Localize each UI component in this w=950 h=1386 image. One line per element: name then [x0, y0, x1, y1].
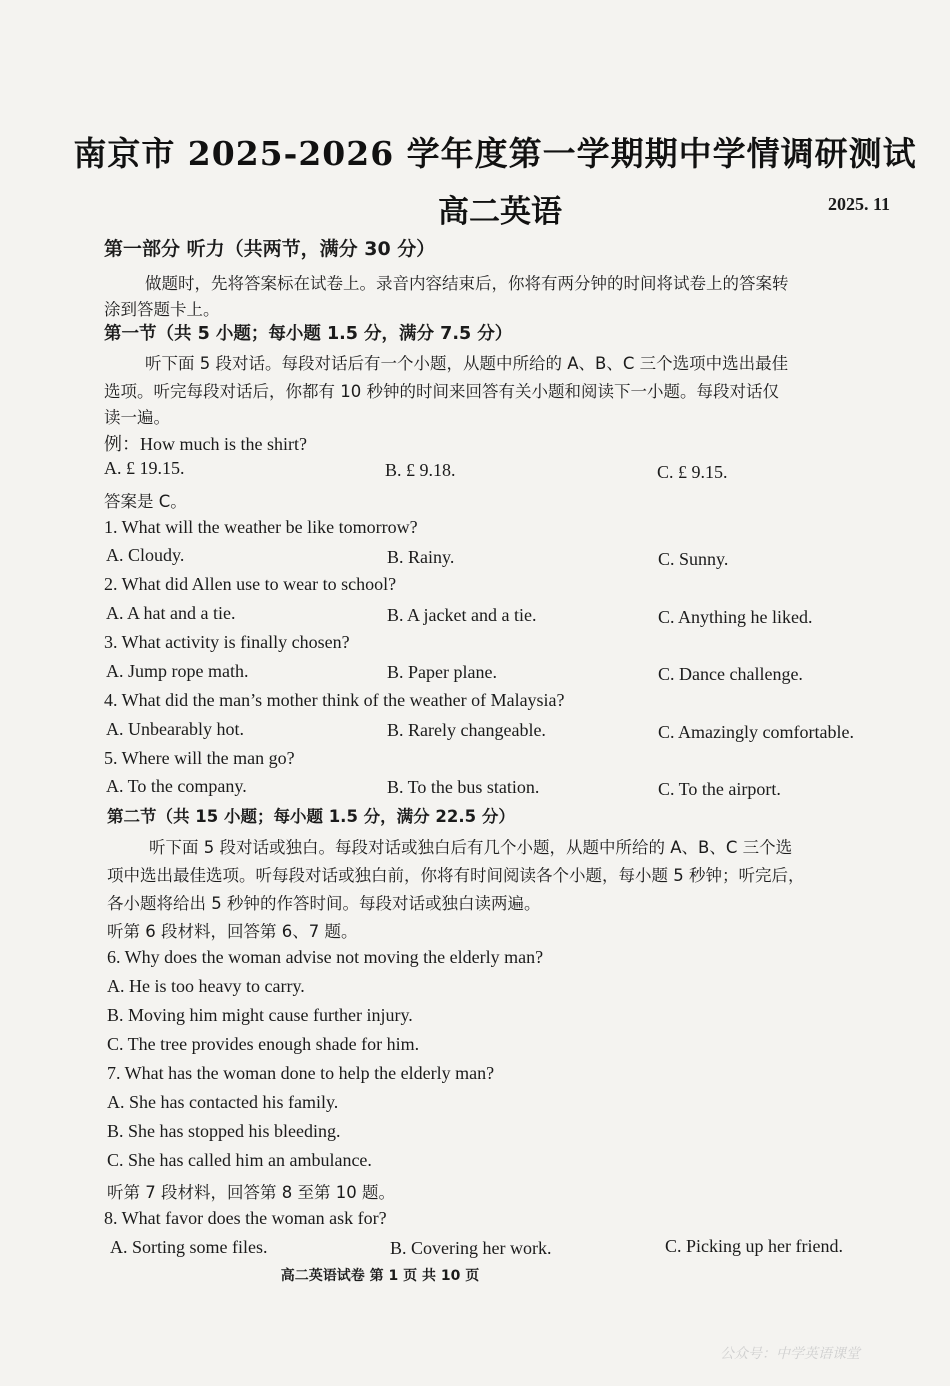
q4-option-a: A. Unbearably hot. — [106, 719, 244, 739]
q5-option-b: B. To the bus station. — [387, 777, 540, 797]
example-option-c: C. £ 9.15. — [657, 462, 728, 482]
q6-option-c: C. The tree provides enough shade for him. — [107, 1034, 420, 1054]
q6-option-a: A. He is too heavy to carry. — [107, 976, 305, 996]
section2-instruction-3: 各小题将给出 5 秒钟的作答时间。每段对话或独白读两遍。 — [107, 894, 541, 913]
q1-option-c: C. Sunny. — [658, 549, 729, 569]
q5-option-a: A. To the company. — [106, 776, 247, 796]
example-option-a: A. £ 19.15. — [104, 458, 185, 478]
q7-option-b: B. She has stopped his bleeding. — [107, 1121, 341, 1141]
q3-option-c: C. Dance challenge. — [658, 664, 803, 684]
q4-option-b: B. Rarely changeable. — [387, 720, 546, 740]
q8-option-c: C. Picking up her friend. — [665, 1236, 843, 1256]
section2-instruction-1: 听下面 5 段对话或独白。每段对话或独白后有几个小题，从题中所给的 A、B、C 三个选 — [149, 838, 793, 857]
watermark-text: 公众号：中学英语课堂 — [720, 1346, 860, 1362]
section1-instruction-1: 听下面 5 段对话。每段对话后有一个小题，从题中所给的 A、B、C 三个选项中选出最佳 — [145, 354, 789, 373]
question-6: 6. Why does the woman advise not moving the elderly man? — [107, 947, 544, 967]
q5-option-c: C. To the airport. — [658, 779, 781, 799]
q7-option-c: C. She has called him an ambulance. — [107, 1150, 372, 1170]
question-3: 3. What activity is finally chosen? — [104, 632, 350, 652]
section1-instruction-2: 选项。听完每段对话后，你都有 10 秒钟的时间来回答有关小题和阅读下一小题。每段对话仅 — [104, 382, 779, 401]
q2-option-b: B. A jacket and a tie. — [387, 605, 537, 625]
material-6-heading: 听第 6 段材料，回答第 6、7 题。 — [107, 922, 358, 941]
question-5: 5. Where will the man go? — [104, 748, 295, 768]
exam-title: 南京市 2025-2026 学年度第一学期期中学情调研测试 — [73, 134, 917, 173]
question-1: 1. What will the weather be like tomorrow? — [104, 517, 418, 537]
exam-date: 2025. 11 — [828, 194, 891, 214]
section1-heading: 第一节（共 5 小题；每小题 1.5 分，满分 7.5 分） — [104, 324, 513, 344]
q1-option-a: A. Cloudy. — [106, 545, 185, 565]
q4-option-c: C. Amazingly comfortable. — [658, 722, 854, 742]
section1-instruction-3: 读一遍。 — [104, 408, 170, 427]
q3-option-a: A. Jump rope math. — [106, 661, 249, 681]
exam-subtitle: 高二英语 — [438, 194, 562, 230]
q7-option-a: A. She has contacted his family. — [107, 1092, 339, 1112]
q8-option-a: A. Sorting some files. — [110, 1237, 268, 1257]
question-2: 2. What did Allen use to wear to school? — [104, 574, 397, 594]
section2-heading: 第二节（共 15 小题；每小题 1.5 分，满分 22.5 分） — [107, 807, 515, 826]
part1-instruction-1: 做题时，先将答案标在试卷上。录音内容结束后，你将有两分钟的时间将试卷上的答案转 — [145, 274, 789, 293]
q3-option-b: B. Paper plane. — [387, 662, 497, 682]
q8-option-b: B. Covering her work. — [390, 1238, 552, 1258]
part1-heading: 第一部分 听力（共两节，满分 30 分） — [104, 238, 436, 260]
example-option-b: B. £ 9.18. — [385, 460, 456, 480]
question-4: 4. What did the man’s mother think of the weather of Malaysia? — [104, 690, 565, 710]
q1-option-b: B. Rainy. — [387, 547, 455, 567]
question-7: 7. What has the woman done to help the elderly man? — [107, 1063, 495, 1083]
section2-instruction-2: 项中选出最佳选项。听每段对话或独白前，你将有时间阅读各个小题，每小题 5 秒钟；听完后， — [107, 866, 805, 885]
example-question: 例：How much is the shirt? — [104, 434, 307, 454]
question-8: 8. What favor does the woman ask for? — [104, 1208, 387, 1228]
material-7-heading: 听第 7 段材料，回答第 8 至第 10 题。 — [107, 1183, 395, 1202]
q2-option-a: A. A hat and a tie. — [106, 603, 236, 623]
part1-instruction-2: 涂到答题卡上。 — [104, 300, 220, 319]
q6-option-b: B. Moving him might cause further injury. — [107, 1005, 413, 1025]
q2-option-c: C. Anything he liked. — [658, 607, 813, 627]
page-footer: 高二英语试卷 第 1 页 共 10 页 — [280, 1268, 480, 1284]
example-answer: 答案是 C。 — [104, 492, 187, 511]
